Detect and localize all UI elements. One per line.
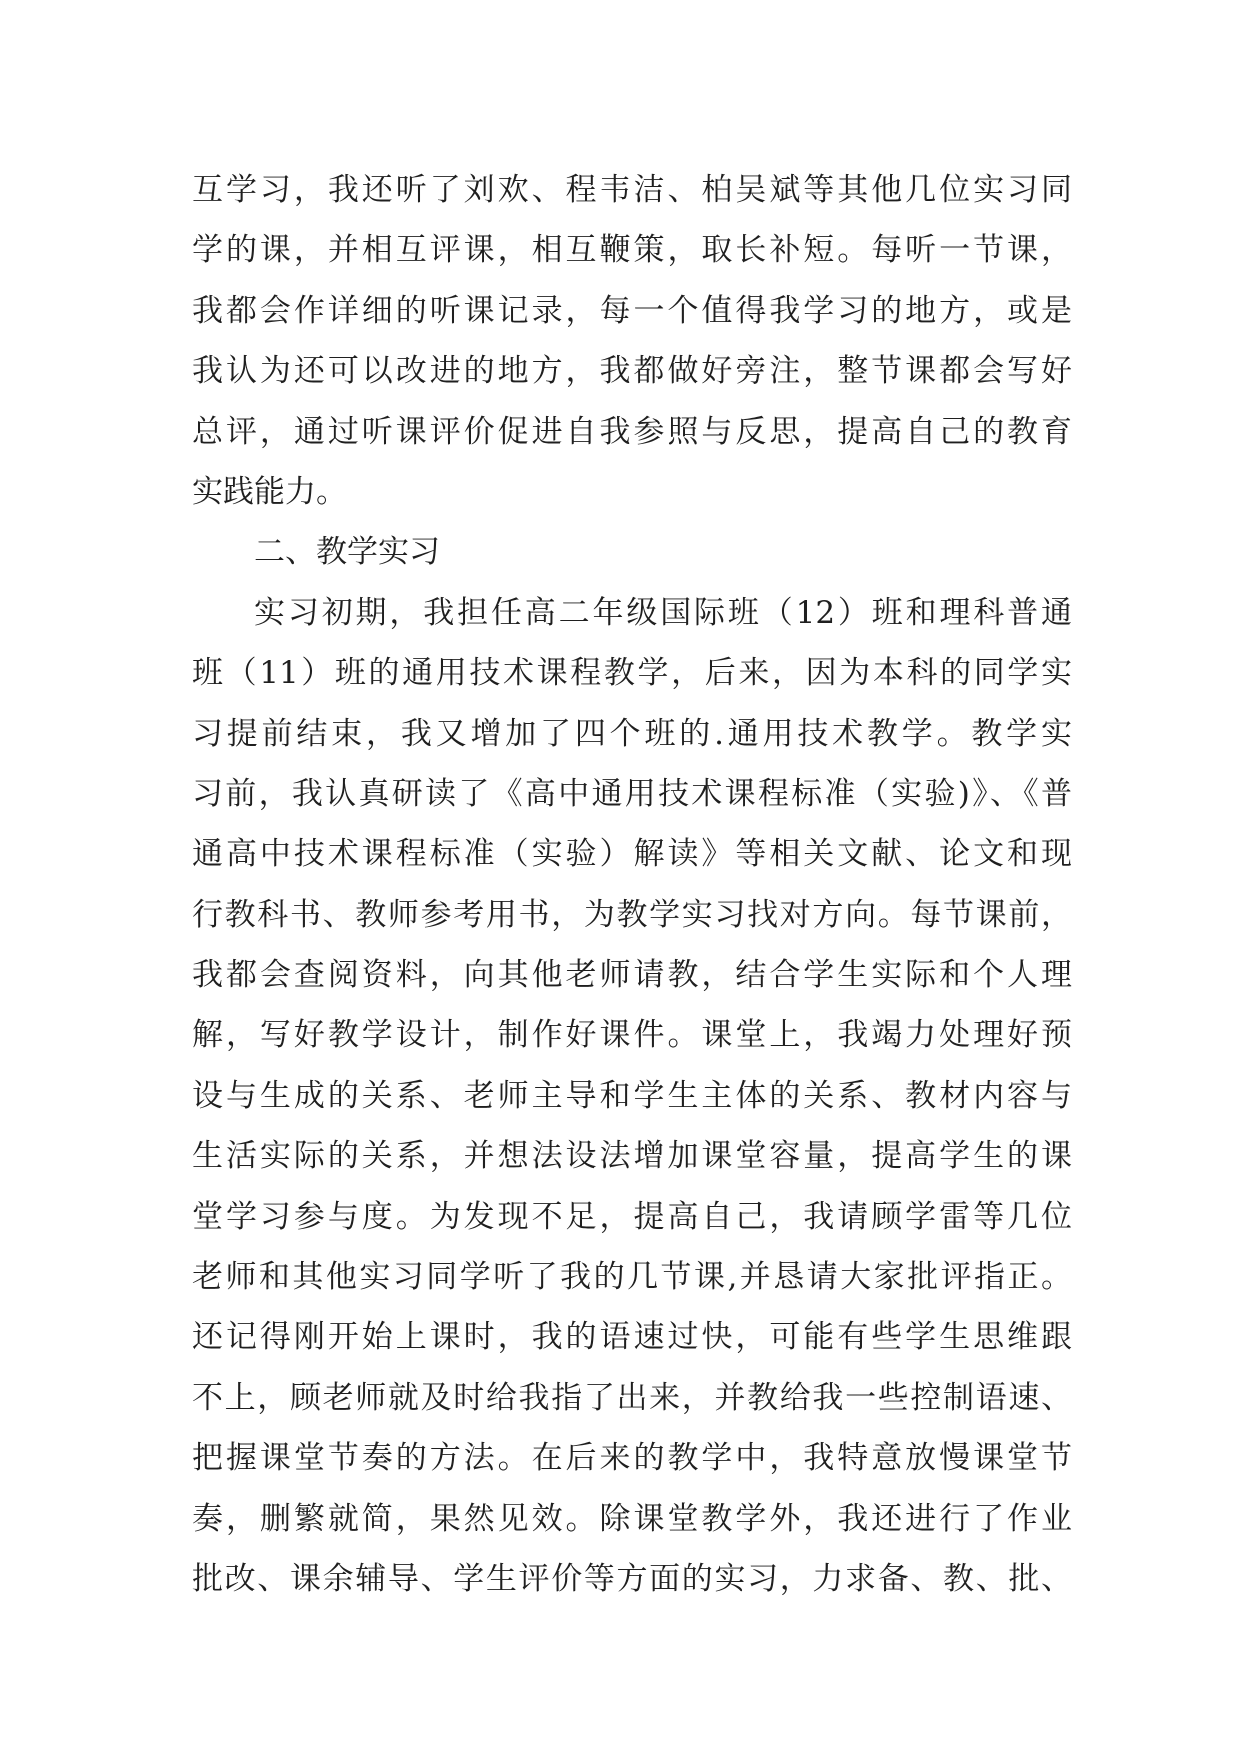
- text-line: 互学习，我还听了刘欢、程韦洁、柏吴斌等其他几位实习同: [192, 172, 1072, 208]
- text-line: 奏，删繁就简，果然见效。除课堂教学外，我还进行了作业: [192, 1500, 1072, 1537]
- text-line: 实践能力。: [192, 473, 347, 510]
- text-line: 习前，我认真研读了《高中通用技术课程标准（实验)》、《普: [192, 775, 1072, 812]
- text-line: 通高中技术课程标准（实验）解读》等相关文献、论文和现: [192, 836, 1072, 873]
- text-line: 行教科书、教师参考用书，为教学实习找对方向。每节课前，: [192, 896, 1072, 933]
- text-line: 我都会查阅资料，向其他老师请教，结合学生实际和个人理: [192, 957, 1072, 994]
- text-line: 实习初期，我担任高二年级国际班（12）班和理科普通: [254, 594, 1072, 631]
- text-line: 生活实际的关系，并想法设法增加课堂容量，提高学生的课: [192, 1138, 1072, 1175]
- text-line: 我认为还可以改进的地方，我都做好旁注，整节课都会写好: [192, 353, 1072, 390]
- text-line: 习提前结束，我又增加了四个班的.通用技术教学。教学实: [192, 715, 1072, 752]
- text-line: 总评，通过听课评价促进自我参照与反思，提高自己的教育: [192, 413, 1072, 450]
- text-line: 设与生成的关系、老师主导和学生主体的关系、教材内容与: [192, 1077, 1072, 1114]
- text-line: 把握课堂节奏的方法。在后来的教学中，我特意放慢课堂节: [192, 1440, 1072, 1477]
- text-line: 还记得刚开始上课时，我的语速过快，可能有些学生思维跟: [192, 1319, 1072, 1356]
- text-line: 学的课，并相互评课，相互鞭策，取长补短。每听一节课，: [192, 232, 1072, 269]
- section-heading: 二、教学实习: [254, 534, 440, 571]
- text-line: 解，写好教学设计，制作好课件。课堂上，我竭力处理好预: [192, 1017, 1072, 1054]
- text-line: 班（11）班的通用技术课程教学，后来，因为本科的同学实: [192, 655, 1072, 692]
- text-line: 我都会作详细的听课记录，每一个值得我学习的地方，或是: [192, 292, 1072, 329]
- text-line: 堂学习参与度。为发现不足，提高自己，我请顾学雷等几位: [192, 1198, 1072, 1235]
- body-text: [192, 160, 1072, 1609]
- text-line: 批改、课余辅导、学生评价等方面的实习，力求备、教、批、: [192, 1560, 1072, 1597]
- text-line: 不上，顾老师就及时给我指了出来，并教给我一些控制语速、: [192, 1379, 1072, 1416]
- text-line: 老师和其他实习同学听了我的几节课,并恳请大家批评指正。: [192, 1259, 1072, 1296]
